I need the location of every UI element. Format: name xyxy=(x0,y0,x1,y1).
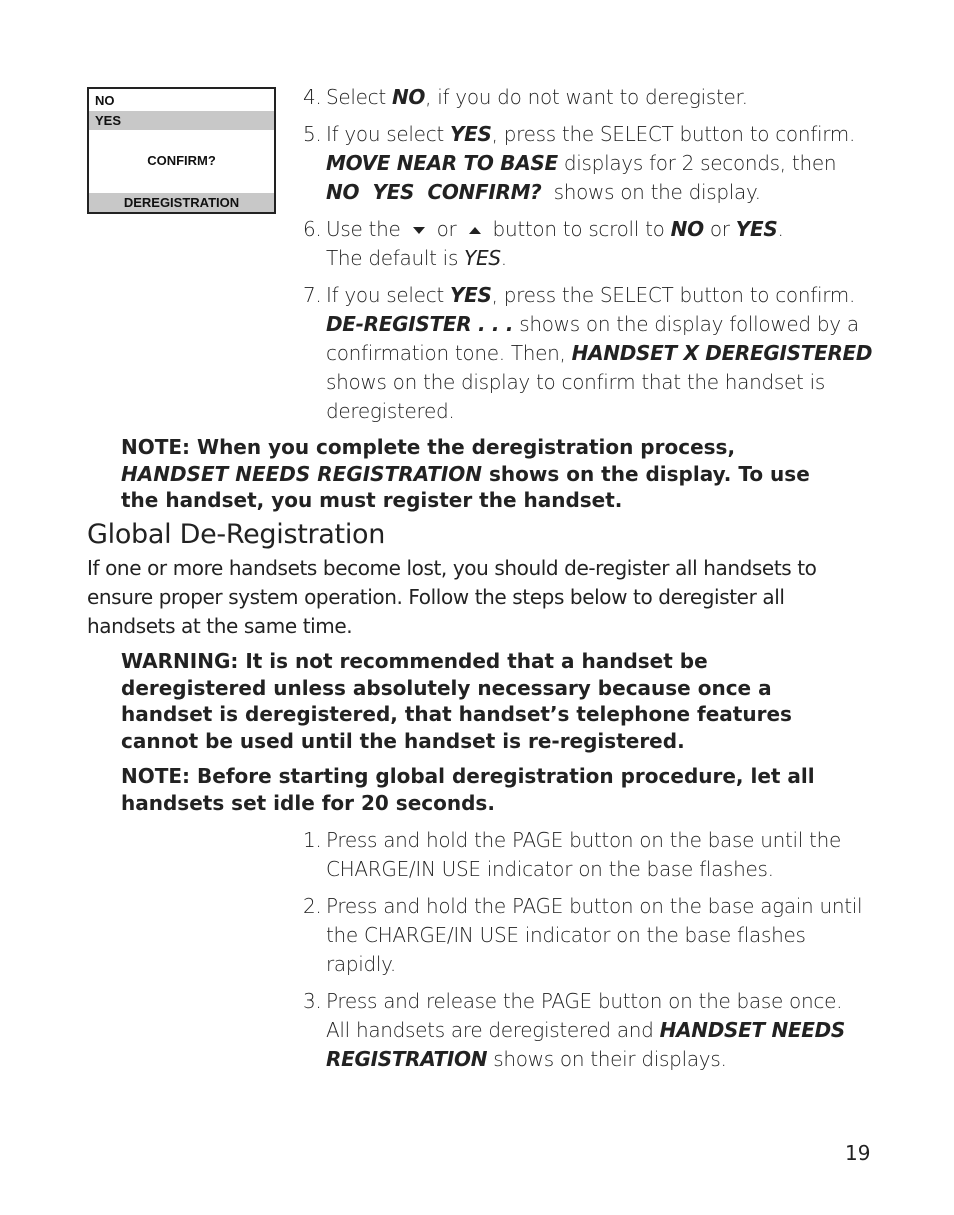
step-6: 6. Use the or button to scroll to NO or YES. The default is YES. xyxy=(303,217,784,270)
intro-paragraph: If one or more handsets become lost, you should de-register all handsets to ensure proper system operation. Follow the steps below to deregister all handsets at the same time. xyxy=(87,556,817,638)
handset-display-illustration xyxy=(87,87,276,214)
global-step-3: 3. Press and release the PAGE button on the base once. All handsets are deregistered and HANDSET NEEDS REGISTRATION shows on their displays. xyxy=(303,989,846,1071)
note-registration: NOTE: When you complete the deregistration process, HANDSET NEEDS REGISTRATION shows on the display. To use the handset, you must register the handset. xyxy=(121,435,810,512)
display-option-no: NO xyxy=(95,93,115,108)
display-confirm-text: CONFIRM? xyxy=(147,153,216,168)
global-deregistration-steps xyxy=(303,826,873,1082)
step-4: 4. Select NO, if you do not want to deregister. xyxy=(303,85,748,109)
note-idle: NOTE: Before starting global deregistration procedure, let all handsets set idle for 20 seconds. xyxy=(121,764,815,815)
section-heading: Global De-Registration xyxy=(87,519,386,550)
page-number: 19 xyxy=(845,1141,871,1165)
step-5: 5. If you select YES, press the SELECT button to confirm. MOVE NEAR TO BASE displays for 2 seconds, then NO YES CONFIRM? shows on the display. xyxy=(303,122,856,204)
down-arrow-icon xyxy=(413,227,425,234)
display-option-yes: YES xyxy=(89,111,274,130)
deregistration-steps xyxy=(303,83,873,434)
global-step-2: 2. Press and hold the PAGE button on the base again until the CHARGE/IN USE indicator on the base flashes rapidly. xyxy=(303,894,863,976)
up-arrow-icon xyxy=(469,227,481,234)
global-step-1: 1. Press and hold the PAGE button on the base until the CHARGE/IN USE indicator on the base flashes. xyxy=(303,828,841,881)
display-title-bar: DEREGISTRATION xyxy=(89,193,274,212)
warning-text: WARNING: It is not recommended that a handset be deregistered unless absolutely necessary because once a handset is deregistered, that handset’s telephone features cannot be used until the handset is re-registered. xyxy=(121,649,792,753)
step-7: 7. If you select YES, press the SELECT button to confirm. DE-REGISTER . . . shows on the display followed by a confirmation tone. Then, HANDSET X DEREGISTERED shows on the display to confirm that the handset is deregistered. xyxy=(303,283,873,423)
